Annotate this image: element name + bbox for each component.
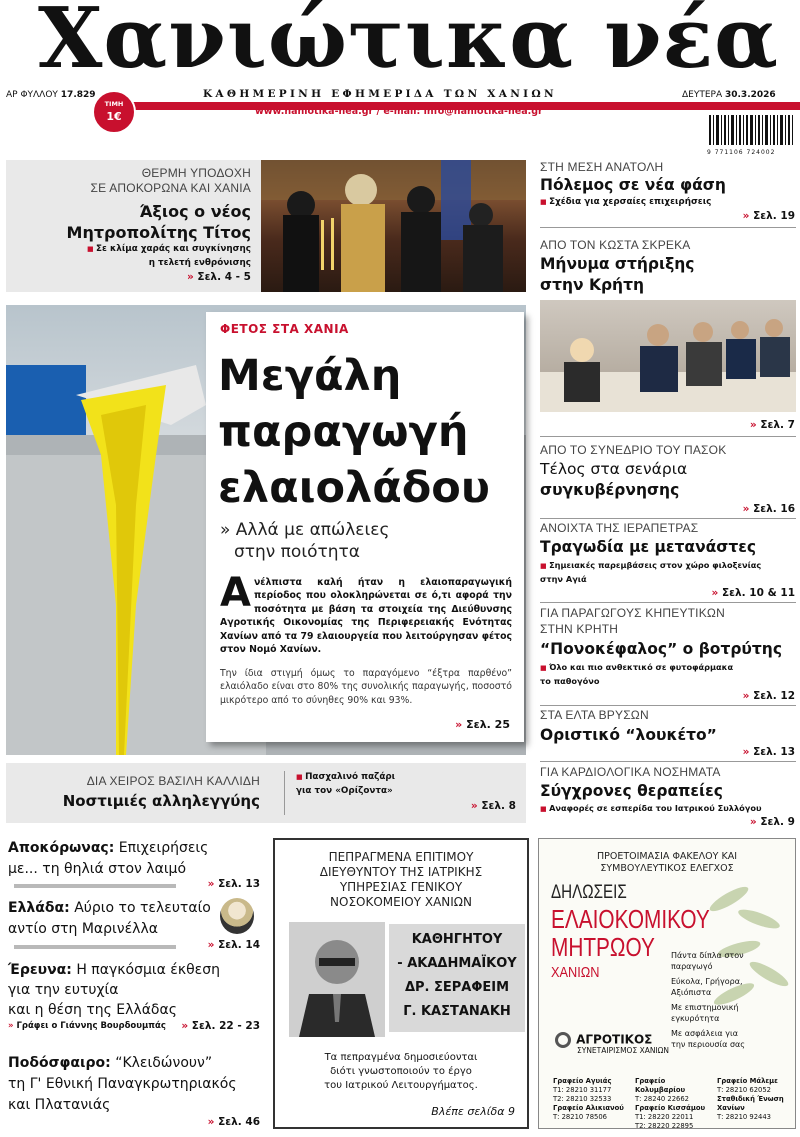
byline: » Γράφει ο Γιάννης Βουρδουμπάς xyxy=(8,1021,166,1031)
lead-body: Ανέλπιστα καλή ήταν η ελαιοπαραγωγική περίοδος που ολοκληρώνεται σε ό,τι αφορά την ποσότητα με βάση τα στοιχεία της Διεύθυνσης Αγροτικής Οικονομίας της Περιφερειακής Ενότητας Χανίων από τα 79 ελαιουργεία που λειτούργησαν φέτος στον Νομό Χανίων. xyxy=(220,570,512,656)
portrait-photo-art xyxy=(289,922,385,1037)
bullet: ■ Όλο και πιο ανθεκτικό σε φυτοφάρμακα xyxy=(540,662,733,672)
headline[interactable]: Τραγωδία με μετανάστες xyxy=(540,538,757,556)
kicker: ΓΙΑ ΚΑΡΔΙΟΛΟΓΙΚΑ ΝΟΣΗΜΑΤΑ xyxy=(540,765,721,779)
bullet: ■ Πασχαλινό παζάρι xyxy=(296,772,395,782)
memorial-box[interactable] xyxy=(273,838,529,1129)
office-col: Γραφείο Κολυμβαρίου Τ: 28240 22662 Γραφείο Κισσάμου Τ1: 28220 22011 Τ2: 28220 22895 xyxy=(635,1077,706,1129)
page-ref[interactable]: » Σελ. 8 xyxy=(426,800,516,812)
divider xyxy=(284,771,285,815)
olive-registry-ad[interactable] xyxy=(538,838,796,1129)
kicker: ΣΤΑ ΕΛΤΑ ΒΡΥΣΩΝ xyxy=(540,708,649,722)
headline[interactable]: Οριστικό “λουκέτο” xyxy=(540,726,717,744)
kicker: ΣΤΗ ΜΕΣΗ ΑΝΑΤΟΛΗ xyxy=(540,160,664,174)
ad-brand: ΑΓΡΟΤΙΚΟΣ ΣΥΝΕΤΑΙΡΙΣΜΟΣ ΧΑΝΙΩΝ xyxy=(555,1029,669,1055)
coop-logo-icon xyxy=(555,1032,571,1048)
memorial-heading: ΠΕΠΡΑΓΜΕΝΑ ΕΠΙΤΙΜΟΥ ΔΙΕΥΘΥΝΤΟΥ ΤΗΣ ΙΑΤΡΙΚΗΣ ΥΠΗΡΕΣΙΑΣ ΓΕΝΙΚΟΥ ΝΟΣΟΚΟΜΕΙΟΥ ΧΑΝΙΩΝ xyxy=(319,850,483,909)
bullet: ■ Αναφορές σε εσπερίδα του Ιατρικού Συλλόγου xyxy=(540,803,762,813)
brief-item[interactable]: Ελλάδα: Αύριο το τελευταίο αντίο στη Μαρινέλλα xyxy=(8,900,211,937)
headline: Μητροπολίτης Τίτος xyxy=(66,223,251,242)
bullet: ■ Σχέδια για χερσαίες επιχειρήσεις xyxy=(540,197,711,207)
price-badge xyxy=(92,90,136,134)
page-ref[interactable]: » Σελ. 19 xyxy=(690,210,795,222)
bullet: ■ Σημειακές παρεμβάσεις στον χώρο φιλοξενίας xyxy=(540,560,761,570)
price-value: 1€ xyxy=(106,110,122,123)
headline[interactable]: Πόλεμος σε νέα φάση xyxy=(540,176,726,194)
page-ref[interactable]: » Σελ. 7 xyxy=(690,419,795,431)
lead-subhead: » Αλλά με απώλειες xyxy=(220,520,390,540)
rule xyxy=(540,518,796,519)
kicker: ΑΝΟΙΧΤΑ ΤΗΣ ΙΕΡΑΠΕΤΡΑΣ xyxy=(540,521,699,535)
bullet-cont: στην Αγιά xyxy=(540,574,587,584)
price-label: ΤΙΜΗ xyxy=(104,100,124,108)
ad-points: Πάντα δίπλα στον παραγωγό Εύκολα, Γρήγορα, Αξιόπιστα Με επιστημονική εγκυρότητα Με ασφάλεια για την περιουσία σας xyxy=(671,951,745,1049)
page-ref[interactable]: » Σελ. 4 - 5 xyxy=(6,271,251,283)
bullet: ■ Σε κλίμα χαράς και συγκίνησης xyxy=(6,244,251,254)
ad-title: ΔΗΛΩΣΕΙΣ ΕΛΑΙΟΚΟΜΙΚΟΥ ΜΗΤΡΩΟΥ ΧΑΝΙΩΝ xyxy=(551,882,710,981)
underline xyxy=(14,945,176,949)
lead-headline: Μεγάλη xyxy=(218,351,402,401)
lead-headline: ελαιολάδου xyxy=(218,463,490,513)
page-ref[interactable]: » Σελ. 46 xyxy=(178,1116,260,1128)
lead-headline: παραγωγή xyxy=(218,407,469,457)
kicker: ΑΠΟ ΤΟΝ ΚΩΣΤΑ ΣΚΡΕΚΑ xyxy=(540,238,691,252)
headline[interactable]: “Πονοκέφαλος” ο βοτρύτης xyxy=(540,640,783,658)
kicker: ΣΕ ΑΠΟΚΟΡΩΝΑ ΚΑΙ ΧΑΝΙΑ xyxy=(90,181,251,195)
page-ref[interactable]: » Σελ. 16 xyxy=(690,503,795,515)
page-ref[interactable]: » Σελ. 9 xyxy=(690,816,795,828)
solidarity-story[interactable] xyxy=(6,763,526,823)
masthead-subtitle: ΚΑΘΗΜΕΡΙΝΗ ΕΦΗΜΕΡΙΔΑ ΤΩΝ ΧΑΝΙΩΝ xyxy=(203,88,557,100)
lead-subhead: στην ποιότητα xyxy=(234,542,360,562)
underline xyxy=(14,884,176,888)
ad-top: ΠΡΟΕΤΟΙΜΑΣΙΑ ΦΑΚΕΛΟΥ ΚΑΙ ΣΥΜΒΟΥΛΕΥΤΙΚΟΣ ΕΛΕΓΧΟΣ xyxy=(597,851,737,874)
headline[interactable]: Σύγχρονες θεραπείες xyxy=(540,782,723,800)
page-ref[interactable]: » Σελ. 13 xyxy=(690,746,795,758)
see-page[interactable]: Βλέπε σελίδα 9 xyxy=(431,1105,515,1118)
rule xyxy=(540,761,796,762)
kicker: ΣΤΗΝ ΚΡΗΤΗ xyxy=(540,622,619,636)
skrekas-photo xyxy=(540,300,796,412)
bullet-cont: για τον «Ορίζοντα» xyxy=(296,786,393,796)
office-col: Γραφείο Αγυιάς Τ1: 28210 31177 Τ2: 28210 32533 Γραφείο Αλικιανού Τ: 28210 78506 xyxy=(553,1077,624,1121)
lead-kicker: ΦΕΤΟΣ ΣΤΑ ΧΑΝΙΑ xyxy=(220,322,349,336)
headline: Άξιος ο νέος xyxy=(139,202,251,221)
page-ref[interactable]: » Σελ. 22 - 23 xyxy=(168,1020,260,1032)
lead-story[interactable] xyxy=(206,312,524,742)
kicker: ΑΠΟ ΤΟ ΣΥΝΕΔΡΙΟ ΤΟΥ ΠΑΣΟΚ xyxy=(540,443,727,457)
brief-item[interactable]: Αποκόρωνας: Επιχειρήσεις με... τη θηλιά στον λαιμό xyxy=(8,840,209,877)
honoree-box: ΚΑΘΗΓΗΤΟΥ - ΑΚΑΔΗΜΑΪΚΟΥ ΔΡ. ΣΕΡΑΦΕΙΜ Γ. ΚΑΣΤΑΝΑΚΗ xyxy=(389,924,525,1032)
barcode xyxy=(707,115,795,155)
page-ref[interactable]: » Σελ. 10 & 11 xyxy=(690,587,795,599)
issue-number: ΑΡ ΦΥΛΛΟΥ 17.829 xyxy=(6,90,96,100)
kicker: ΓΙΑ ΠΑΡΑΓΩΓΟΥΣ ΚΗΠΕΥΤΙΚΩΝ xyxy=(540,606,725,620)
rule xyxy=(540,227,796,228)
lead-body: Την ίδια στιγμή όμως το παραγόμενο “έξτρα παρθένο” ελαιόλαδο είναι στο 80% της συνολικής παραγωγής, ποσοστό μικρότερο από το σύνηθες 90% και 93%. xyxy=(220,668,512,706)
metropolitan-story[interactable] xyxy=(6,160,526,292)
skrekas-photo-art xyxy=(540,300,796,412)
headline[interactable]: Τέλος στα σενάρια xyxy=(540,460,688,478)
enthronement-photo xyxy=(261,160,526,292)
issue-date: ΔΕΥΤΕΡΑ 30.3.2026 xyxy=(682,90,776,100)
page-ref[interactable]: » Σελ. 14 xyxy=(178,939,260,951)
web-line[interactable]: www.haniotika-nea.gr / e-mail: info@haniotika-nea.gr xyxy=(255,106,543,117)
memorial-footer: Τα πεπραγμένα δημοσιεύονται διότι γνωστοποιούν το έργο του Ιατρικού Λειτουργήματος. xyxy=(324,1052,478,1091)
rule xyxy=(540,705,796,706)
page-ref[interactable]: » Σελ. 13 xyxy=(178,878,260,890)
barcode-digits: 9 771106 724002 xyxy=(707,149,776,156)
bullet-cont: η τελετή ενθρόνισης xyxy=(148,258,251,268)
enthronement-photo-art xyxy=(261,160,526,292)
marinella-avatar xyxy=(220,898,254,934)
rule xyxy=(540,602,796,603)
headline[interactable]: στην Κρήτη xyxy=(540,276,645,294)
brief-item[interactable]: Ποδόσφαιρο: “Κλειδώνουν” τη Γ' Εθνική Παναγκρωτηριακός και Πλατανιάς xyxy=(8,1055,237,1113)
barcode-bars xyxy=(707,115,795,145)
headline: Νοστιμιές αλληλεγγύης xyxy=(62,792,260,810)
right-column xyxy=(540,160,796,830)
headline[interactable]: Μήνυμα στήριξης xyxy=(540,255,695,273)
briefs-column xyxy=(8,838,260,1133)
office-col: Γραφείο Μάλεμε Τ: 28210 62052 Σταθιδική Ένωση Χανίων Τ: 28210 92443 xyxy=(717,1077,784,1121)
rule xyxy=(540,436,796,437)
headline[interactable]: συγκυβέρνησης xyxy=(540,481,680,499)
page-ref[interactable]: » Σελ. 25 xyxy=(406,718,510,731)
page-ref[interactable]: » Σελ. 12 xyxy=(690,690,795,702)
brief-item[interactable]: Έρευνα: Η παγκόσμια έκθεση για την ευτυχία και η θέση της Ελλάδας xyxy=(8,962,220,1018)
kicker: ΔΙΑ ΧΕΙΡΟΣ ΒΑΣΙΛΗ ΚΑΛΛΙΔΗ xyxy=(86,774,260,788)
masthead-title: Χανιώτικα νέα xyxy=(38,0,779,87)
bullet-cont: το παθογόνο xyxy=(540,676,600,686)
kicker: ΘΕΡΜΗ ΥΠΟΔΟΧΗ xyxy=(141,166,251,180)
portrait-photo xyxy=(289,922,385,1037)
dropcap: Α xyxy=(220,570,251,616)
